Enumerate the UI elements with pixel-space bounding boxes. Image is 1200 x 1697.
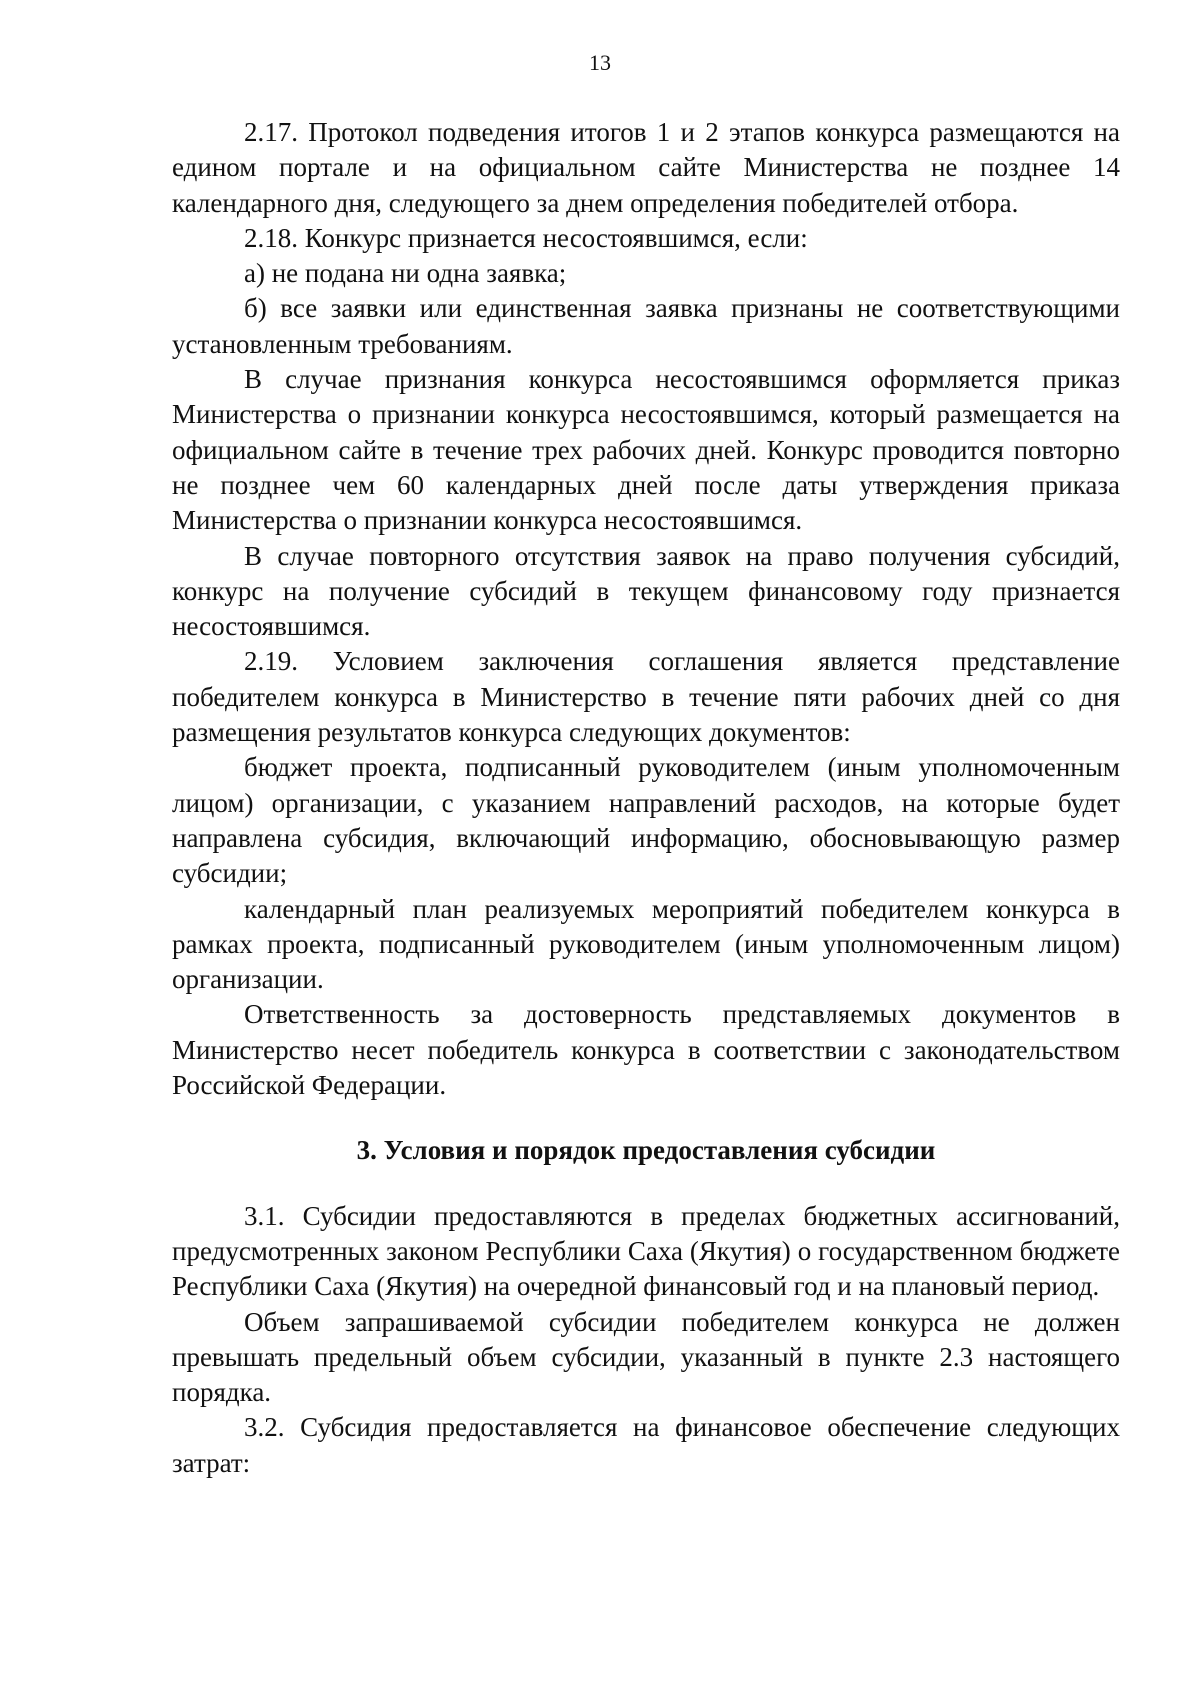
paragraph-2-18: 2.18. Конкурс признается несостоявшимся, если: (244, 222, 808, 253)
paragraph-calendar-plan: календарный план реализуемых мероприятий победителем конкурса в рамках проекта, подписанный руководителем (иным уполномоченным лицом) организации. (172, 893, 1120, 995)
paragraph-2-19: 2.19. Условием заключения соглашения является представление победителем конкурса в Министерство в течение пяти рабочих дней со дня размещения результатов конкурса следующих документов: (172, 646, 1120, 748)
document-body (172, 115, 1120, 1481)
section-heading: 3. Условия и порядок предоставления субсидии (356, 1135, 936, 1166)
paragraph-3-1: 3.1. Субсидии предоставляются в пределах бюджетных ассигнований, предусмотренных законом Республики Саха (Якутия) о государственном бюджете Республики Саха (Якутия) на очередной финансовый год и на плановый период. (172, 1200, 1120, 1302)
paragraph-2-18-a: а) не подана ни одна заявка; (244, 258, 567, 289)
paragraph-repeat-absence: В случае повторного отсутствия заявок на право получения субсидий, конкурс на получение субсидий в текущем финансовому году признается несостоявшимся. (172, 540, 1120, 642)
paragraph-subsidy-volume: Объем запрашиваемой субсидии победителем конкурса не должен превышать предельный объем субсидии, указанный в пункте 2.3 настоящего порядка. (172, 1306, 1120, 1408)
page-number: 13 (589, 50, 611, 75)
paragraph-2-17: 2.17. Протокол подведения итогов 1 и 2 этапов конкурса размещаются на едином портале и на официальном сайте Министерства не позднее 14 календарного дня, следующего за днем определения победителей отбора. (172, 117, 1120, 218)
paragraph-2-18-b: б) все заявки или единственная заявка признаны не соответствующими установленным требованиям. (172, 293, 1120, 359)
paragraph-project-budget: бюджет проекта, подписанный руководителем (иным уполномоченным лицом) организации, с указанием направлений расходов, на которые будет направлена субсидия, включающий информацию, обосновывающую размер субсидии; (172, 752, 1120, 889)
paragraph-responsibility: Ответственность за достоверность представляемых документов в Министерство несет победитель конкурса в соответствии с законодательством Российской Федерации. (172, 999, 1120, 1101)
paragraph-failed-contest: В случае признания конкурса несостоявшимся оформляется приказ Министерства о признании конкурса несостоявшимся, который размещается на официальном сайте в течение трех рабочих дней. Конкурс проводится повторно не позднее чем 60 календарных дней после даты утверждения приказа Министерства о признании конкурса несостоявшимся. (172, 364, 1120, 536)
paragraph-3-2: 3.2. Субсидия предоставляется на финансовое обеспечение следующих затрат: (172, 1412, 1120, 1478)
